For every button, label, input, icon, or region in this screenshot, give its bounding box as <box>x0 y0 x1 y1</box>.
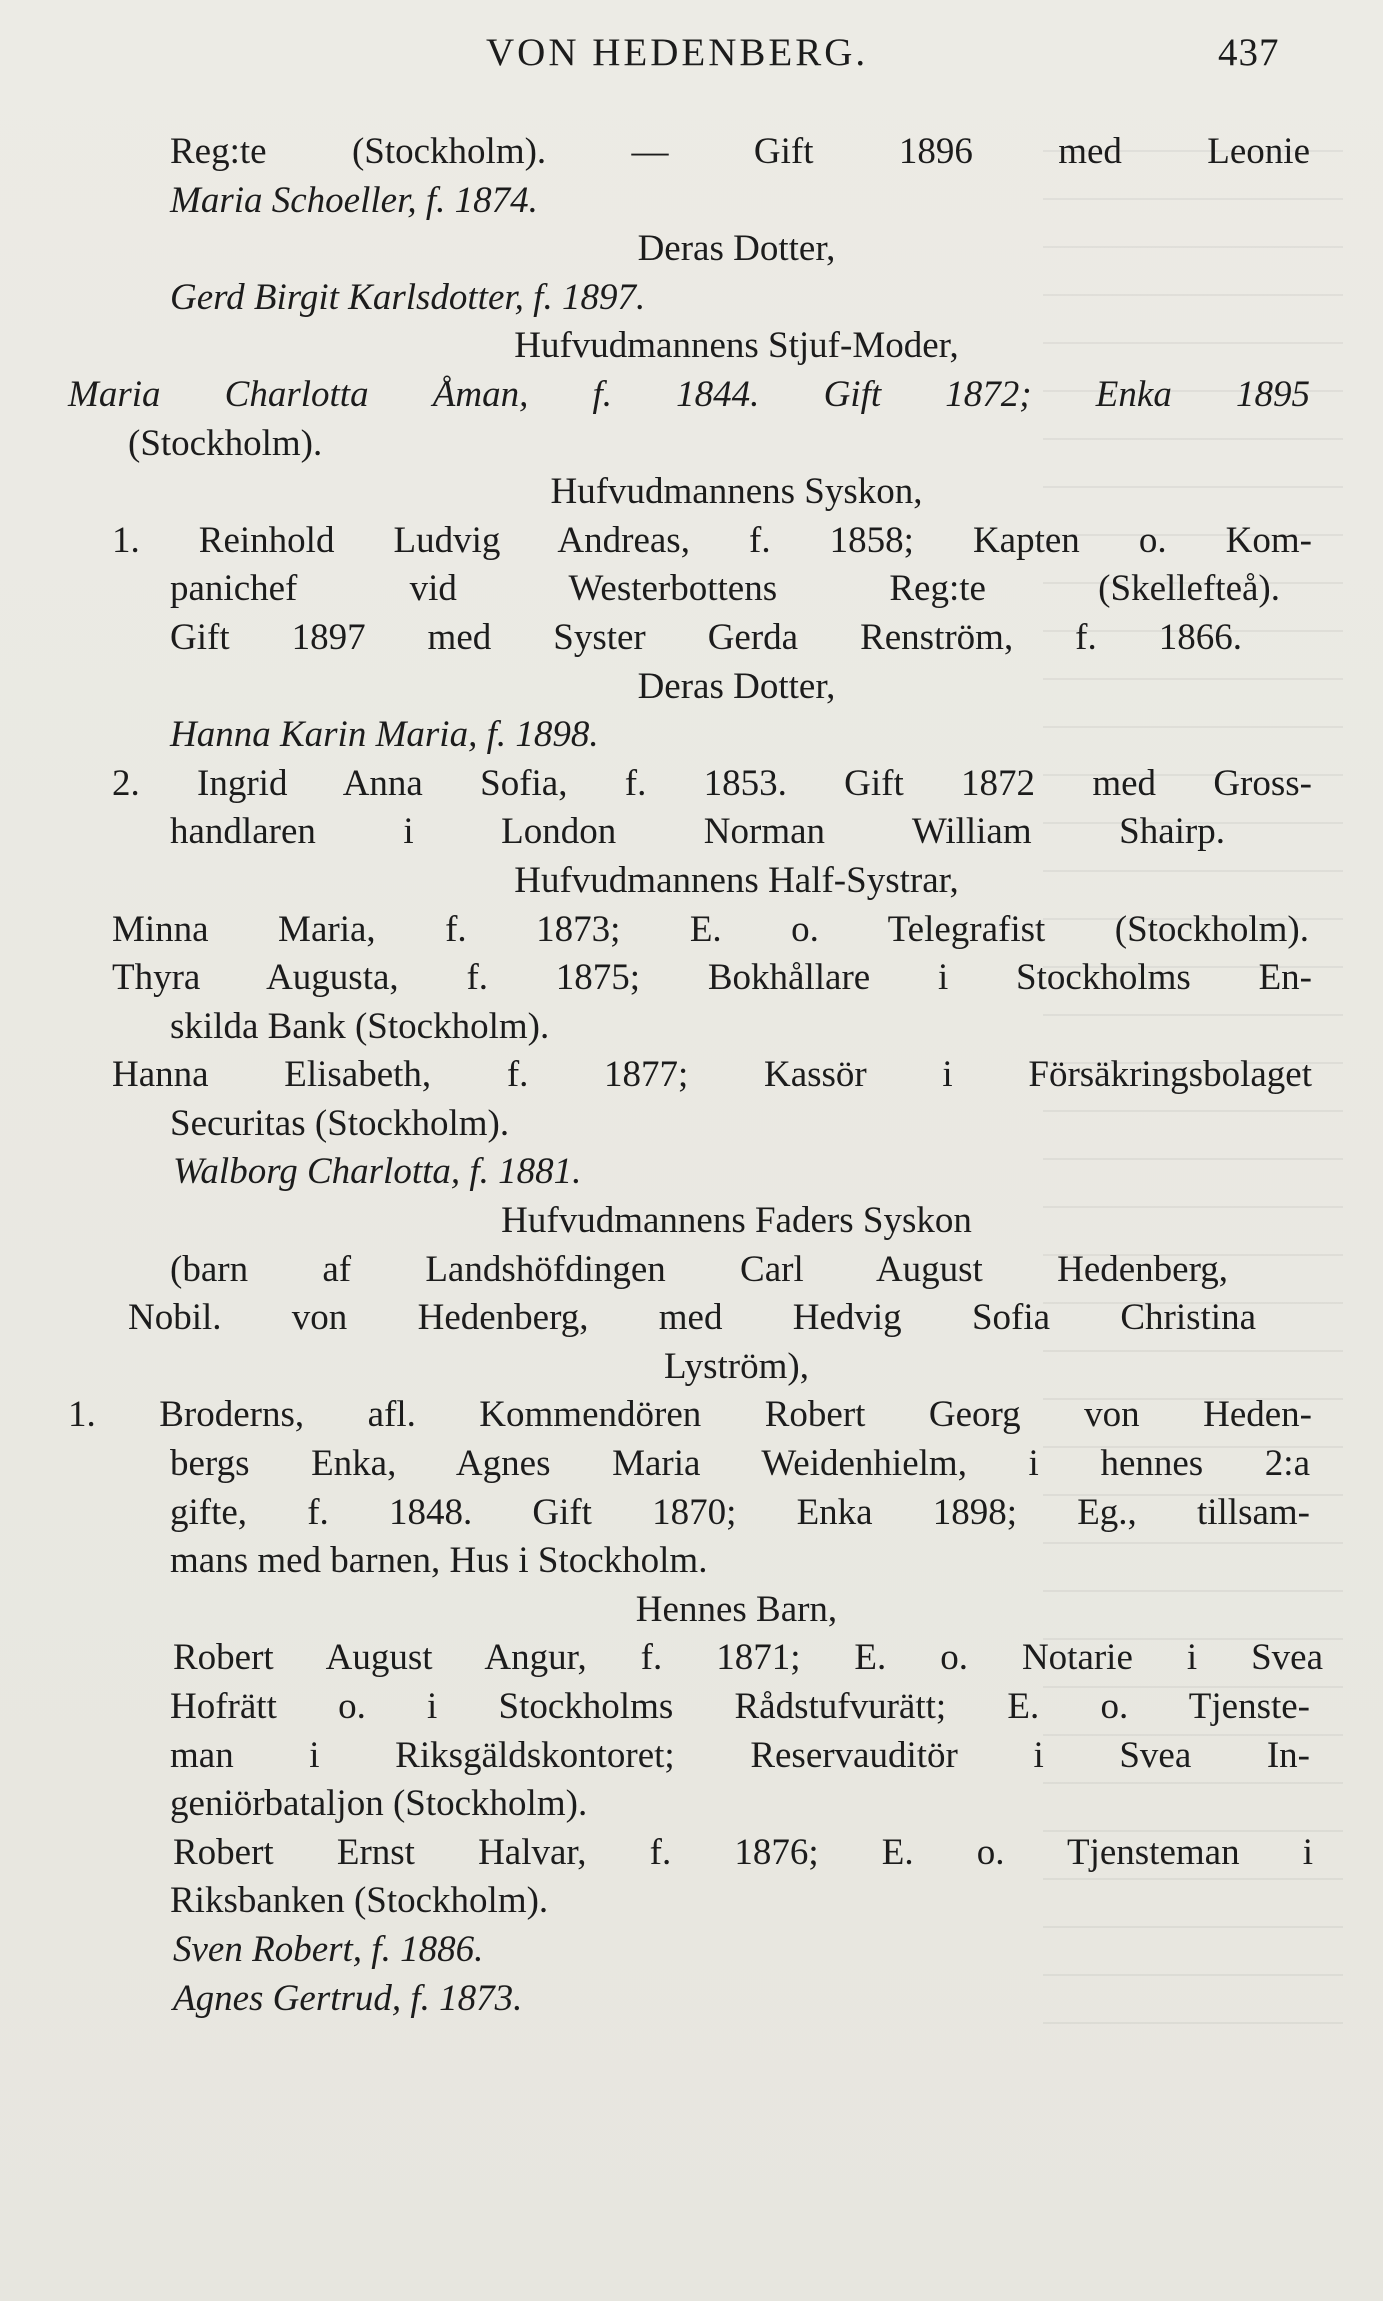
text-line: Maria Charlotta Åman, f. 1844. Gift 1872; Enka 1895 <box>68 373 1310 415</box>
text-line: Hanna Elisabeth, f. 1877; Kassör i Försäkringsbolaget <box>112 1054 1312 1096</box>
text-line: Nobil. von Hedenberg, med Hedvig Sofia Christina <box>128 1297 1256 1339</box>
text-line: Deras Dotter, <box>637 228 836 270</box>
text-line: Agnes Gertrud, f. 1873. <box>173 1977 523 2019</box>
genealogy-text <box>0 128 1383 2023</box>
text-line: bergs Enka, Agnes Maria Weidenhielm, i hennes 2:a <box>170 1443 1310 1485</box>
text-line: Robert August Angur, f. 1871; E. o. Notarie i Svea <box>173 1637 1323 1679</box>
text-line: Riksbanken (Stockholm). <box>170 1880 549 1922</box>
text-line: Hufvudmannens Stjuf-Moder, <box>514 325 959 367</box>
text-line: man i Riksgäldskontoret; Reservauditör i Svea In- <box>170 1734 1310 1776</box>
text-line: skilda Bank (Stockholm). <box>170 1005 550 1047</box>
text-line: Hufvudmannens Syskon, <box>550 471 923 513</box>
text-line: Walborg Charlotta, f. 1881. <box>173 1151 582 1193</box>
text-line: Lyström), <box>664 1345 809 1387</box>
text-line: 2. Ingrid Anna Sofia, f. 1853. Gift 1872 med Gross- <box>112 762 1312 804</box>
text-line: 1. Reinhold Ludvig Andreas, f. 1858; Kapten o. Kom- <box>112 519 1312 561</box>
text-line: Thyra Augusta, f. 1875; Bokhållare i Stockholms En- <box>112 957 1312 999</box>
text-line: 1. Broderns, afl. Kommendören Robert Georg von Heden- <box>68 1394 1312 1436</box>
running-head: VON HEDENBERG. <box>486 31 869 74</box>
text-line: Hanna Karin Maria, f. 1898. <box>170 714 599 756</box>
text-line: panichef vid Westerbottens Reg:te (Skellefteå). <box>170 568 1280 610</box>
text-line: Deras Dotter, <box>637 665 836 707</box>
text-line: Maria Schoeller, f. 1874. <box>170 179 538 221</box>
text-line: Hufvudmannens Half-Systrar, <box>514 859 959 901</box>
page-header <box>0 30 1383 86</box>
text-line: Gift 1897 med Syster Gerda Renström, f. 1866. <box>170 616 1242 658</box>
text-line: Hufvudmannens Faders Syskon <box>501 1200 972 1242</box>
text-line: gifte, f. 1848. Gift 1870; Enka 1898; Eg., tillsam- <box>170 1491 1310 1533</box>
text-line: geniörbataljon (Stockholm). <box>170 1783 588 1825</box>
text-line: mans med barnen, Hus i Stockholm. <box>170 1540 708 1582</box>
text-line: Hennes Barn, <box>635 1588 838 1630</box>
text-line: Hofrätt o. i Stockholms Rådstufvurätt; E. o. Tjenste- <box>170 1686 1310 1727</box>
page-number: 437 <box>1218 31 1280 74</box>
text-line: Sven Robert, f. 1886. <box>173 1928 484 1970</box>
text-line: Minna Maria, f. 1873; E. o. Telegrafist (Stockholm). <box>112 908 1309 950</box>
text-line: (Stockholm). <box>128 422 323 464</box>
text-line: Reg:te (Stockholm). — Gift 1896 med Leonie <box>170 131 1310 172</box>
text-line: Gerd Birgit Karlsdotter, f. 1897. <box>170 276 646 318</box>
text-line: Securitas (Stockholm). <box>170 1102 510 1144</box>
text-line: (barn af Landshöfdingen Carl August Hedenberg, <box>170 1248 1228 1290</box>
text-line: handlaren i London Norman William Shairp. <box>170 811 1225 853</box>
text-line: Robert Ernst Halvar, f. 1876; E. o. Tjensteman i <box>173 1831 1313 1873</box>
